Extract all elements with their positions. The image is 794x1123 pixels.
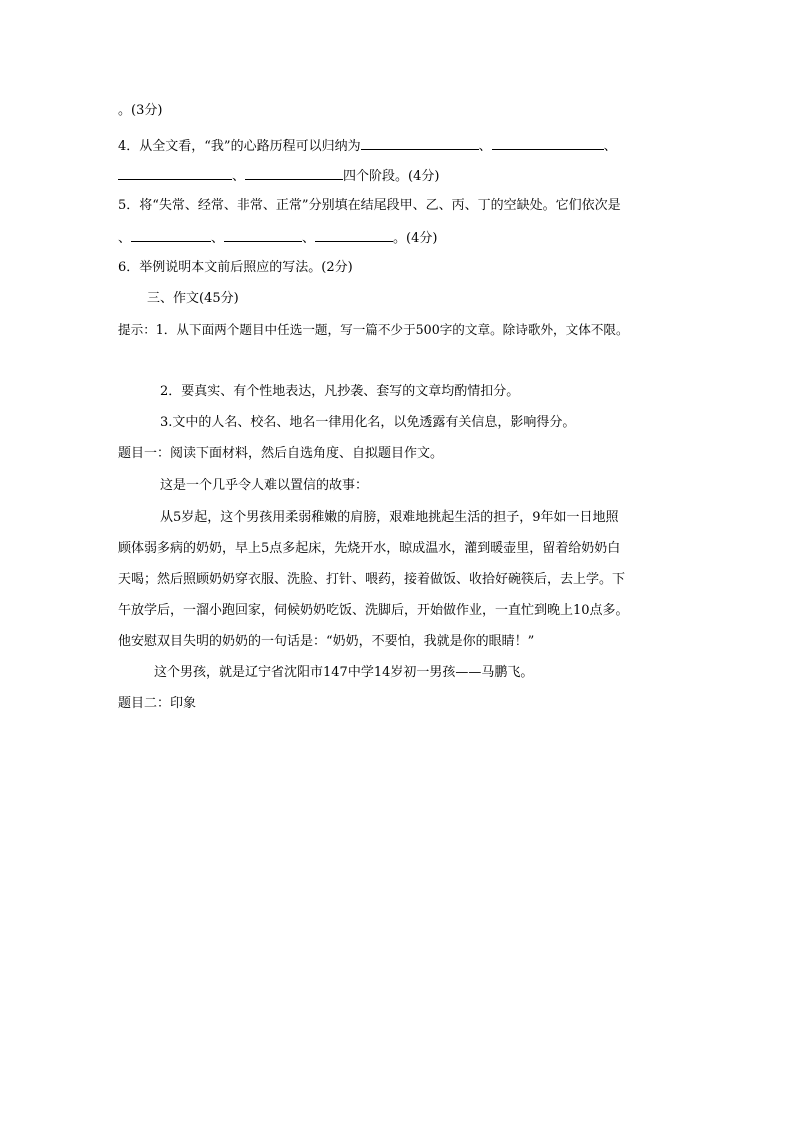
answer-blank[interactable]	[224, 229, 302, 242]
topic-2-title: 题目二：印象	[118, 696, 197, 711]
material-paragraph-line: 顾体弱多病的奶奶，早上5点多起床，先烧开水，晾成温水，灌到暖壶里，留着给奶奶白	[118, 541, 621, 556]
q3-tail: 。(3分)	[118, 103, 163, 118]
question-6: 6．举例说明本文前后照应的写法。(2分)	[118, 260, 353, 275]
answer-blank[interactable]	[315, 229, 393, 242]
question-4-cont	[118, 167, 439, 185]
question-4-prefix: 4．从全文看，“我”的心路历程可以归纳为	[118, 139, 361, 154]
answer-blank[interactable]	[118, 167, 232, 180]
material-paragraph-line: 天喝；然后照顾奶奶穿衣服、洗脸、打针、喂药，接着做饭、收拾好碗筷后，去上学。下	[118, 572, 626, 587]
topic-1-title: 题目一：阅读下面材料，然后自选角度、自拟题目作文。	[118, 446, 444, 461]
answer-blank[interactable]	[361, 137, 479, 150]
hint-1: 提示：1．从下面两个题目中任选一题，写一篇不少于500字的文章。除诗歌外，文体不限。	[118, 322, 629, 337]
question-5-cont	[118, 229, 437, 247]
question-4-suffix: 四个阶段。(4分)	[343, 169, 440, 184]
hint-3: 3.文中的人名、校名、地名一律用化名，以免透露有关信息，影响得分。	[160, 415, 576, 430]
answer-blank[interactable]	[245, 167, 343, 180]
material-paragraph-line: 他安慰双目失明的奶奶的一句话是：“奶奶，不要怕，我就是你的眼睛！”	[118, 634, 535, 649]
material-paragraph-line: 午放学后，一溜小跑回家，伺候奶奶吃饭、洗脚后，开始做作业，一直忙到晚上10点多。	[118, 603, 629, 618]
question-4	[118, 137, 617, 155]
separator: 、	[302, 231, 316, 246]
separator: 、	[118, 231, 132, 246]
answer-blank[interactable]	[131, 229, 211, 242]
question-5-suffix: 。(4分)	[393, 231, 438, 246]
question-5: 5．将“失常、经常、非常、正常”分别填在结尾段甲、乙、丙、丁的空缺处。它们依次是	[118, 198, 621, 213]
separator: 、	[211, 231, 225, 246]
separator: 、	[478, 139, 492, 154]
material-intro: 这是一个几乎令人难以置信的故事：	[160, 478, 369, 493]
hint-2: 2．要真实、有个性地表达，凡抄袭、套写的文章均酌情扣分。	[160, 384, 520, 399]
separator: 、	[603, 139, 617, 154]
answer-blank[interactable]	[492, 137, 604, 150]
material-paragraph-2: 这个男孩，就是辽宁省沈阳市147中学14岁初一男孩——马鹏飞。	[154, 665, 534, 680]
separator: 、	[232, 169, 246, 184]
section-heading: 三、作文(45分)	[147, 291, 239, 306]
material-paragraph-line: 从5岁起，这个男孩用柔弱稚嫩的肩膀，艰难地挑起生活的担子，9年如一日地照	[160, 510, 619, 525]
